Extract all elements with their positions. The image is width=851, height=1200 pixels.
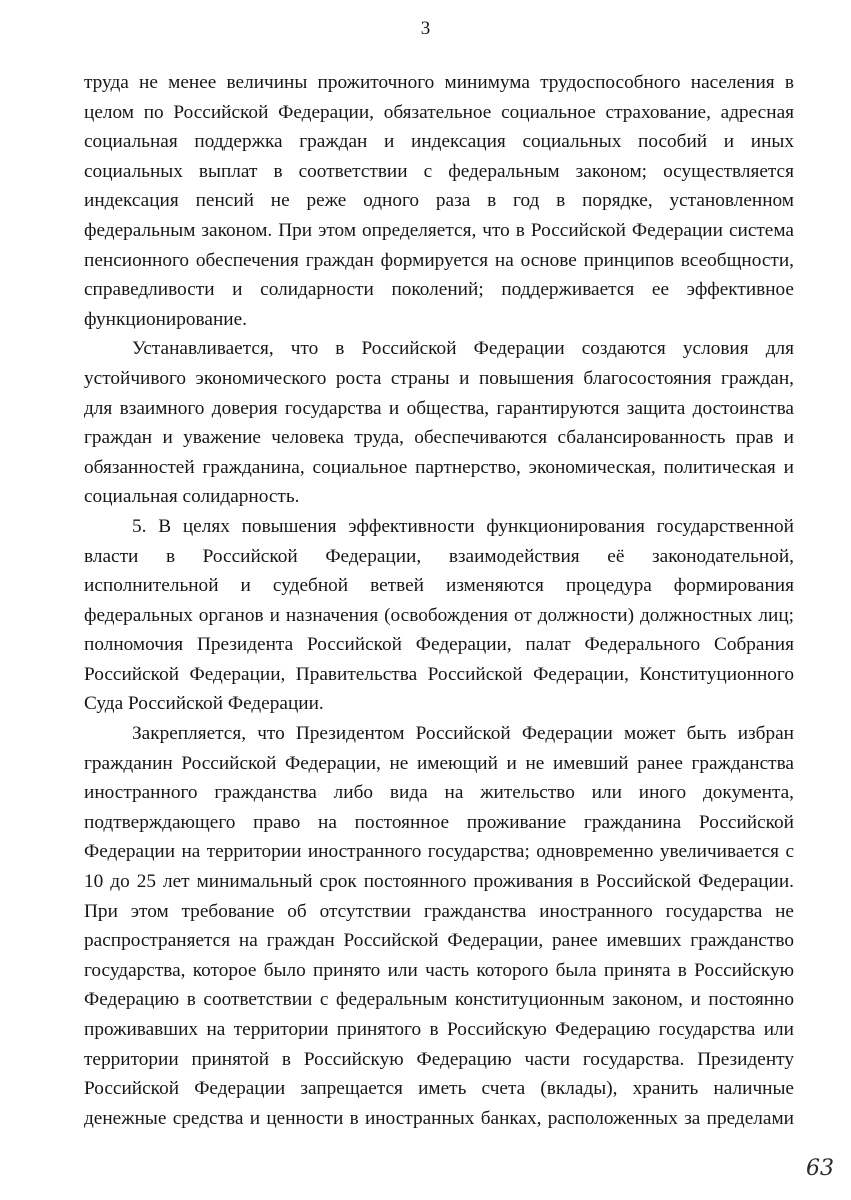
text-line: 5. В целях повышения эффективности функционирования государственной — [132, 515, 794, 537]
text-line: проживавших на территории принятого в Российскую Федерацию государства или — [84, 1019, 794, 1040]
text-line: труда не менее величины прожиточного минимума трудоспособного населения в — [84, 72, 794, 93]
text-line: пенсионного обеспечения граждан формируется на основе принципов всеобщности, — [84, 249, 794, 271]
text-line: Российской Федерации, Правительства Российской Федерации, Конституционного — [84, 663, 794, 685]
text-line: Устанавливается, что в Российской Федерации создаются условия для — [132, 338, 794, 360]
text-line: денежные средства и ценности в иностранных банках, расположенных за пределами — [84, 1107, 794, 1129]
text-line: Закрепляется, что Президентом Российской Федерации может быть избран — [132, 723, 794, 745]
handwritten-page-mark: 63 — [806, 1156, 834, 1181]
text-line: иностранного гражданства либо вида на жительство или иного документа, — [84, 782, 794, 804]
text-line: 10 до 25 лет минимальный срок постоянного проживания в Российской Федерации. — [84, 871, 794, 893]
text-line: устойчивого экономического роста страны и повышения благосостояния граждан, — [84, 367, 794, 389]
text-line: Российской Федерации запрещается иметь счета (вклады), хранить наличные — [84, 1078, 794, 1100]
text-line: полномочия Президента Российской Федерации, палат Федерального Собрания — [84, 634, 794, 656]
text-line: федеральным законом. При этом определяется, что в Российской Федерации система — [84, 219, 794, 241]
text-line: исполнительной и судебной ветвей изменяются процедура формирования — [84, 575, 794, 597]
text-line: власти в Российской Федерации, взаимодействия её законодательной, — [84, 545, 794, 567]
text-line: Суда Российской Федерации. — [84, 693, 324, 715]
text-line: целом по Российской Федерации, обязательное социальное страхование, адресная — [84, 101, 794, 123]
text-line: социальная солидарность. — [84, 486, 300, 508]
document-body — [84, 68, 794, 1133]
text-line: социальных выплат в соответствии с федеральным законом; осуществляется — [84, 160, 794, 182]
text-line: гражданин Российской Федерации, не имеющий и не имевший ранее гражданства — [84, 752, 794, 774]
text-line: распространяется на граждан Российской Федерации, ранее имевших гражданство — [84, 930, 794, 952]
text-line: Федерацию в соответствии с федеральным конституционным законом, и постоянно — [84, 989, 794, 1011]
text-line: граждан и уважение человека труда, обеспечиваются сбалансированность прав и — [84, 427, 794, 449]
text-line: обязанностей гражданина, социальное партнерство, экономическая, политическая и — [84, 456, 794, 478]
text-line: подтверждающего право на постоянное проживание гражданина Российской — [84, 811, 794, 833]
text-line: функционирование. — [84, 308, 247, 330]
text-line: для взаимного доверия государства и общества, гарантируются защита достоинства — [84, 397, 794, 419]
text-line: При этом требование об отсутствии гражданства иностранного государства не — [84, 900, 794, 922]
text-line: территории принятой в Российскую Федерацию части государства. Президенту — [84, 1048, 794, 1070]
text-line: государства, которое было принято или часть которого была принята в Российскую — [84, 959, 794, 981]
text-line: справедливости и солидарности поколений; поддерживается ее эффективное — [84, 279, 794, 301]
text-line: индексация пенсий не реже одного раза в год в порядке, установленном — [84, 190, 794, 212]
text-line: федеральных органов и назначения (освобождения от должности) должностных лиц; — [84, 604, 794, 626]
text-line: Федерации на территории иностранного государства; одновременно увеличивается с — [84, 841, 794, 863]
page-number: 3 — [420, 18, 431, 39]
text-line: социальная поддержка граждан и индексация социальных пособий и иных — [84, 131, 794, 153]
